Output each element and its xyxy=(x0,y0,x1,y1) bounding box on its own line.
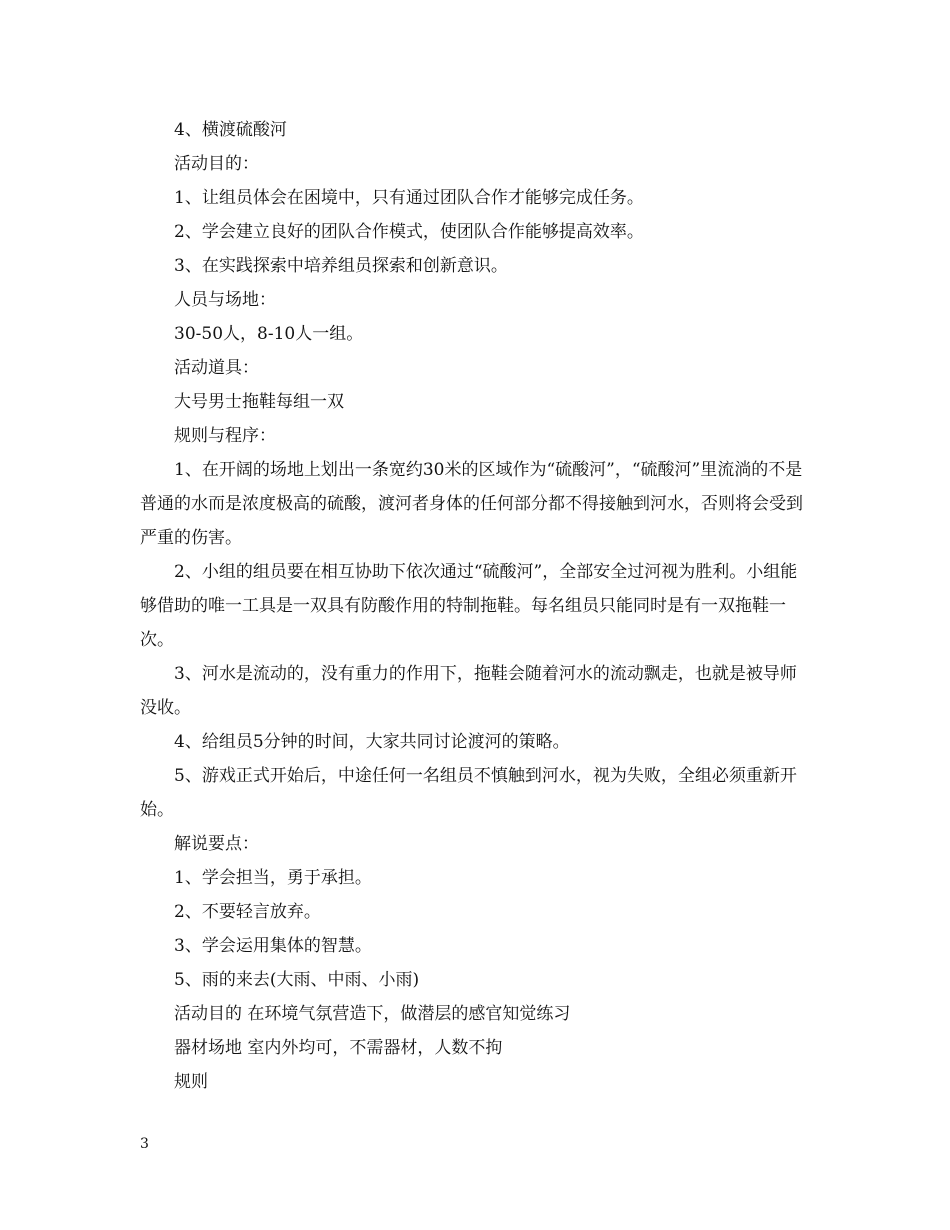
label-rules-procedure: 规则与程序： xyxy=(174,426,276,446)
rule-item-5: 5、游戏正式开始后，中途任何一名组员不慎触到河水，视为失败，全组必须重新开始。 xyxy=(140,766,797,820)
purpose-item-3: 3、在实践探索中培养组员探索和创新意识。 xyxy=(174,256,508,276)
label-activity-purpose: 活动目的： xyxy=(174,154,259,174)
purpose-item-1: 1、让组员体会在困境中，只有通过团队合作才能够完成任务。 xyxy=(174,188,644,208)
key-point-2: 2、不要轻言放弃。 xyxy=(174,902,321,922)
activity-5-purpose: 活动目的 在环境气氛营造下，做潜层的感官知觉练习 xyxy=(174,1004,571,1024)
heading-activity-5: 5、雨的来去(大雨、中雨、小雨) xyxy=(174,970,420,990)
rule-item-3: 3、河水是流动的，没有重力的作用下，拖鞋会随着河水的流动飘走，也就是被导师没收。 xyxy=(140,664,797,718)
label-key-points: 解说要点： xyxy=(174,834,259,854)
activity-5-rules-label: 规则 xyxy=(174,1072,208,1092)
rule-item-4: 4、给组员5分钟的时间，大家共同讨论渡河的策略。 xyxy=(174,732,570,752)
people-venue-text: 30-50人，8-10人一组。 xyxy=(174,324,364,344)
rule-item-1: 1、在开阔的场地上划出一条宽约30米的区域作为“硫酸河”，“硫酸河”里流淌的不是普通的水而是浓度极高的硫酸，渡河者身体的任何部分都不得接触到河水，否则将会受到严重的伤害。 xyxy=(140,460,803,548)
rule-item-2: 2、小组的组员要在相互协助下依次通过“硫酸河”，全部安全过河视为胜利。小组能够借助的唯一工具是一双具有防酸作用的特制拖鞋。每名组员只能同时是有一双拖鞋一次。 xyxy=(140,562,798,650)
label-people-venue: 人员与场地： xyxy=(174,290,276,310)
props-text: 大号男士拖鞋每组一双 xyxy=(174,392,344,412)
key-point-3: 3、学会运用集体的智慧。 xyxy=(174,936,372,956)
purpose-item-2: 2、学会建立良好的团队合作模式，使团队合作能够提高效率。 xyxy=(174,222,644,242)
activity-5-equipment: 器材场地 室内外均可，不需器材，人数不拘 xyxy=(174,1038,503,1058)
label-props: 活动道具： xyxy=(174,358,259,378)
key-point-1: 1、学会担当，勇于承担。 xyxy=(174,868,372,888)
page-number: 3 xyxy=(140,1136,149,1152)
heading-activity-4: 4、横渡硫酸河 xyxy=(174,120,287,140)
